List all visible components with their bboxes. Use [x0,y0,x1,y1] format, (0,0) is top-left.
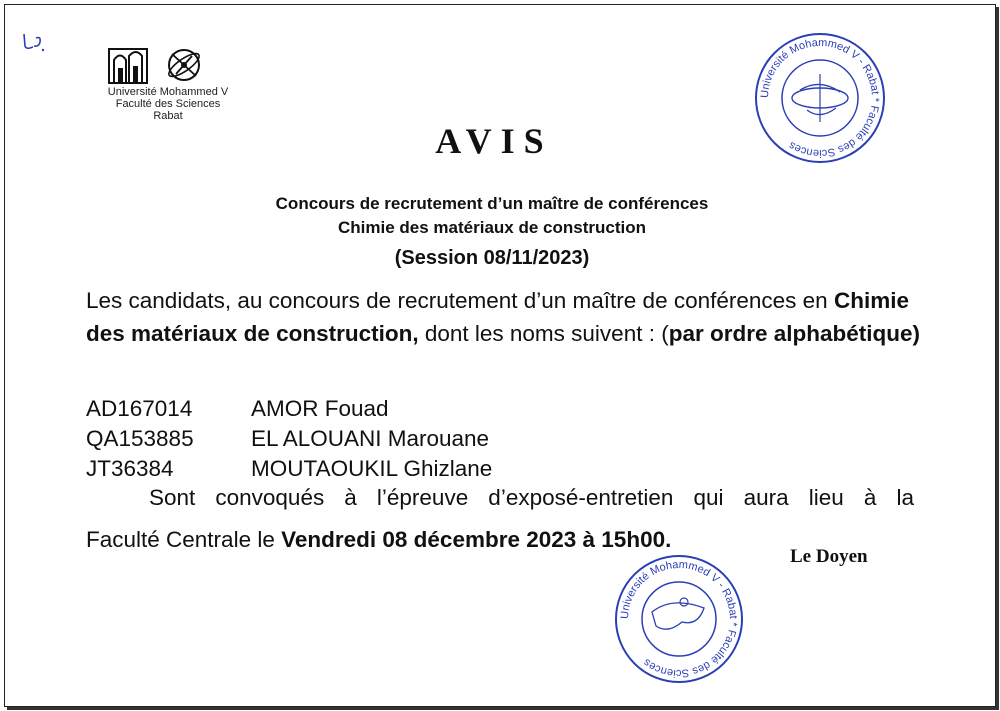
page-title: AVIS [435,121,553,161]
session-suffix: ) [582,247,590,269]
intro-text-2: dont les noms suivent : ( [418,321,669,346]
faculty-stamp-signature [612,552,746,686]
handwritten-mark [18,28,48,54]
session-date: 08/11/2023 [483,247,583,269]
signature-title: Le Doyen [790,546,868,567]
intro-discipline: Chimie des matériaux de construction, [86,288,909,346]
institution-line-2: Faculté des Sciences [115,98,221,110]
svg-text:Université Mohammed V - Rabat: Université Mohammed V - Rabat * Faculté des Sciences [618,558,740,680]
candidate-name: MOUTAOUKIL Ghizlane [251,456,493,481]
institution-name [78,86,258,122]
candidate-id: AD167014 [86,396,193,421]
intro-paragraph [86,284,926,350]
session-line [0,247,984,270]
subtitle-line-2: Chimie des matériaux de construction [338,218,646,237]
svg-text:Université Mohammed V - Rabat: Université Mohammed V - Rabat * Faculté des Sciences [758,36,882,160]
university-logo [106,46,216,88]
candidate-name: AMOR Fouad [251,396,389,421]
candidate-name: EL ALOUANI Marouane [251,426,490,451]
session-prefix: (Session [394,247,484,269]
convocation-line-1: Sont convoqués à l’épreuve d’exposé-entretien qui aura lieu à la [149,485,914,510]
institution-line-3: Rabat [153,110,183,122]
subtitle-line-1: Concours de recrutement d’un maître de conférences [275,194,709,213]
candidate-id: JT36384 [86,456,174,481]
convocation-place: Faculté Centrale le [86,527,282,552]
intro-order: par ordre alphabétique) [668,321,921,346]
intro-text-1: Les candidats, au concours de recrutement d’un maître de conférences en [86,288,834,313]
institution-line-1: Université Mohammed V [107,86,229,98]
convocation-date: Vendredi 08 décembre 2023 à 15h00. [281,527,672,552]
candidate-id: QA153885 [86,426,194,451]
